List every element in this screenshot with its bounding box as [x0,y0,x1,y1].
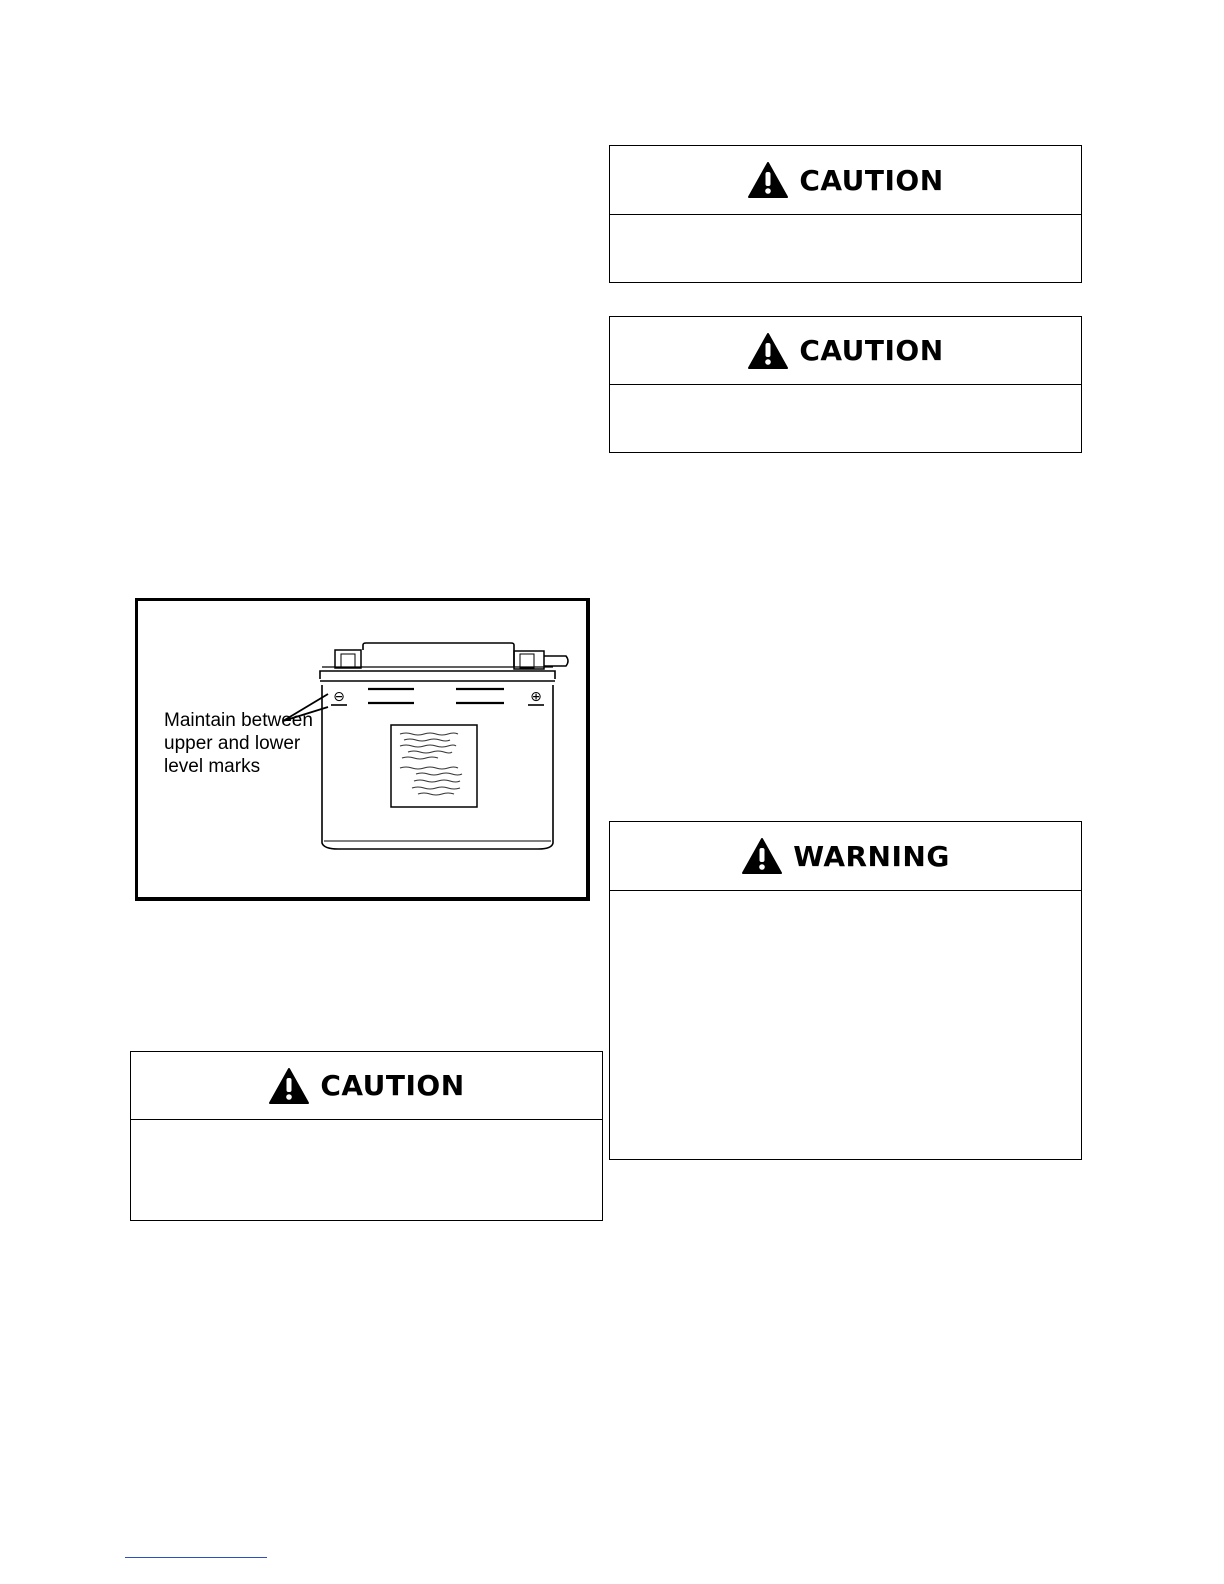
caution-box-3 [130,1051,603,1221]
footnote-separator [125,1557,267,1558]
caution-header [131,1052,602,1120]
warning-triangle-icon [747,161,789,199]
warning-title: WARNING [793,839,950,873]
warning-triangle-icon [747,332,789,370]
caution-title: CAUTION [799,163,944,197]
negative-terminal-mark: ⊖ [333,689,345,705]
warning-box [609,821,1082,1160]
warning-triangle-icon [741,837,783,875]
caution-title: CAUTION [320,1069,465,1102]
battery-level-figure [135,598,590,901]
warning-triangle-icon [268,1067,310,1105]
warning-header [610,822,1081,891]
caution-box-1 [609,145,1082,283]
caution-header [610,146,1081,215]
figure-caption-label: Maintain between upper and lower level marks [164,710,313,777]
positive-terminal-mark: ⊕ [530,689,542,705]
caution-box-2 [609,316,1082,453]
caution-title: CAUTION [799,334,944,367]
caution-header [610,317,1081,385]
